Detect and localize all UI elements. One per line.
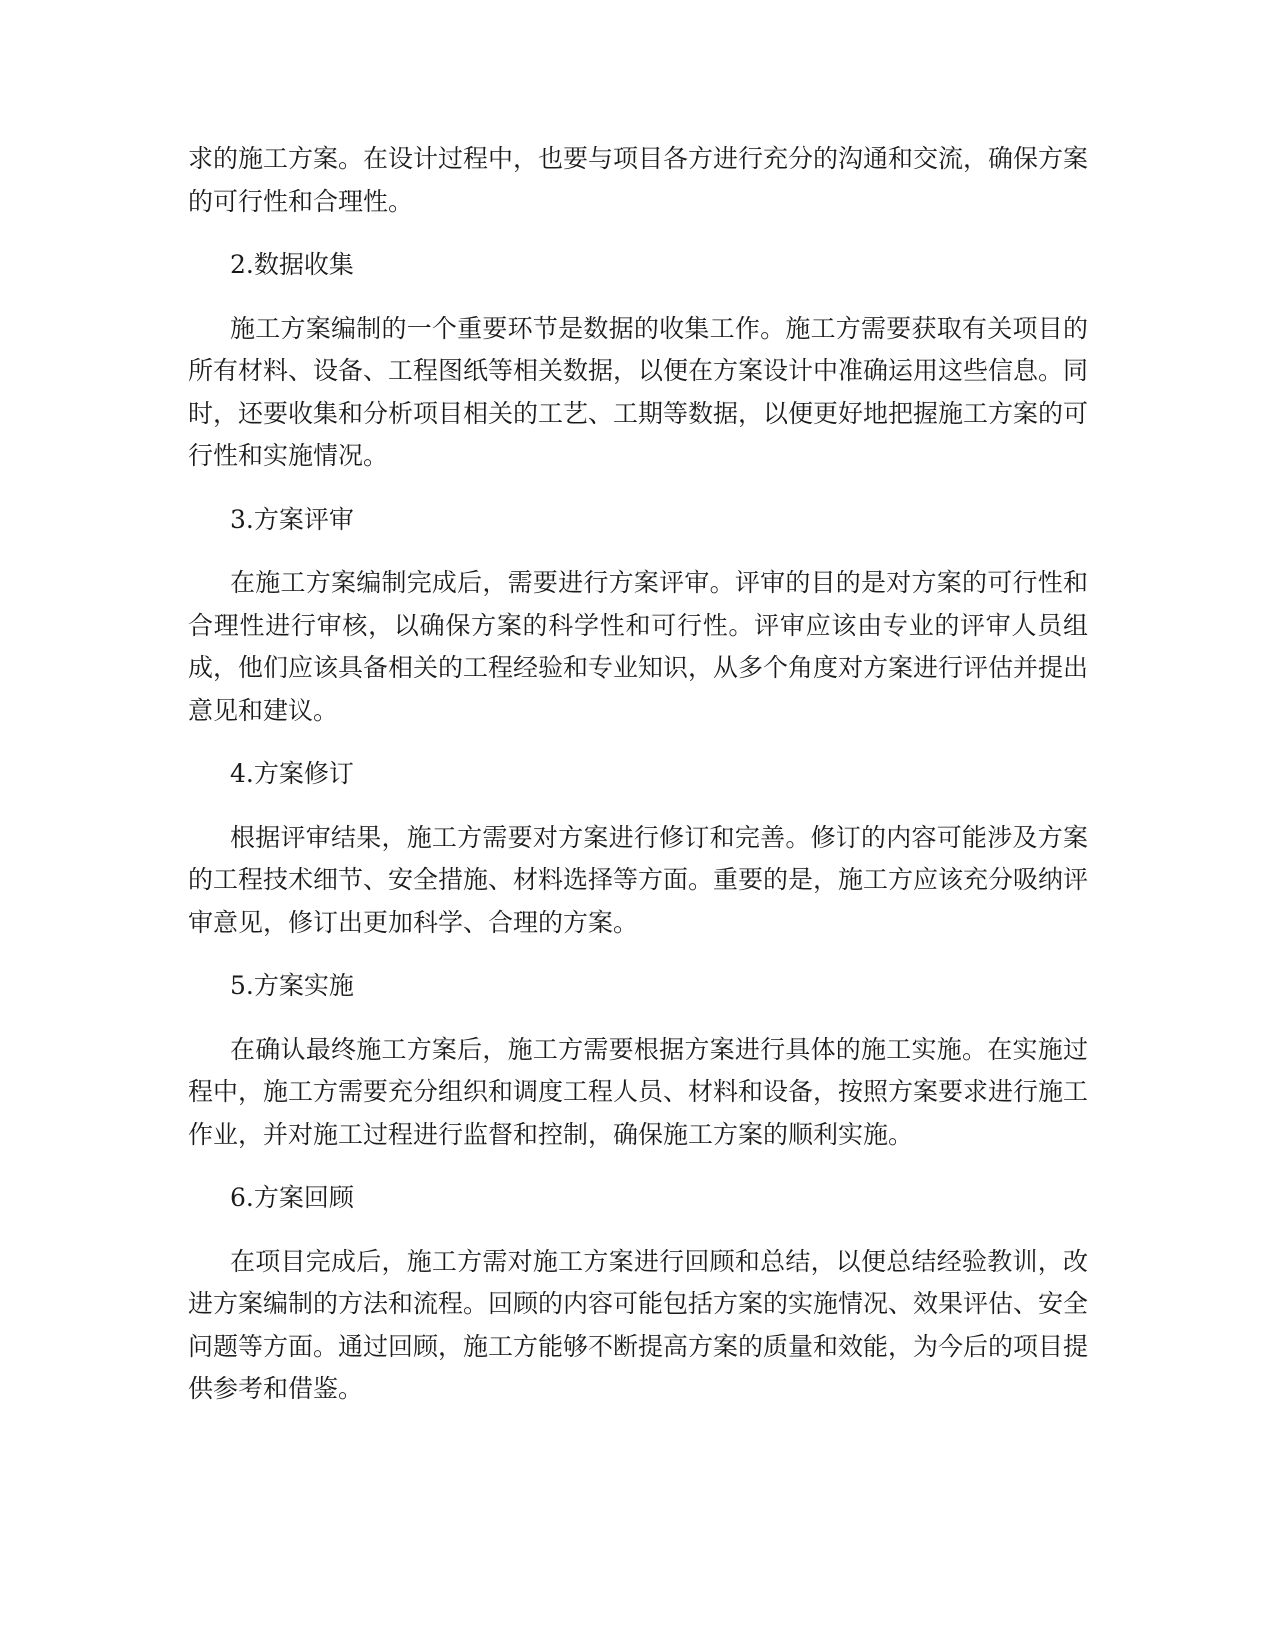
section-body-plan-review: 在施工方案编制完成后，需要进行方案评审。评审的目的是对方案的可行性和合理性进行审核，以确保方案的科学性和可行性。评审应该由专业的评审人员组成，他们应该具备相关的工程经验和专业知识，从多个角度对方案进行评估并提出意见和建议。 [188,568,1089,725]
section-heading-plan-review: 3.方案评审 [230,504,354,534]
section-body-plan-implementation: 在确认最终施工方案后，施工方需要根据方案进行具体的施工实施。在实施过程中，施工方需要充分组织和调度工程人员、材料和设备，按照方案要求进行施工作业，并对施工过程进行监督和控制，确保施工方案的顺利实施。 [188,1034,1089,1149]
section-heading-plan-revision: 4.方案修订 [230,759,354,788]
section-heading-plan-retrospective: 6.方案回顾 [230,1183,354,1212]
section-heading-data-collection: 2.数据收集 [230,250,354,279]
section-heading-plan-implementation: 5.方案实施 [230,971,354,1000]
section-body-data-collection: 施工方案编制的一个重要环节是数据的收集工作。施工方需要获取有关项目的所有材料、设备、工程图纸等相关数据，以便在方案设计中准确运用这些信息。同时，还要收集和分析项目相关的工艺、工期等数据，以便更好地把握施工方案的可行性和实施情况。 [188,313,1089,470]
section-body-plan-revision: 根据评审结果，施工方需要对方案进行修订和完善。修订的内容可能涉及方案的工程技术细节、安全措施、材料选择等方面。重要的是，施工方应该充分吸纳评审意见，修订出更加科学、合理的方案。 [188,822,1089,937]
intro-paragraph: 求的施工方案。在设计过程中，也要与项目各方进行充分的沟通和交流，确保方案的可行性和合理性。 [188,144,1089,216]
document-page [188,138,1088,1432]
section-body-plan-retrospective: 在项目完成后，施工方需对施工方案进行回顾和总结，以便总结经验教训，改进方案编制的方法和流程。回顾的内容可能包括方案的实施情况、效果评估、安全问题等方面。通过回顾，施工方能够不断提高方案的质量和效能，为今后的项目提供参考和借鉴。 [188,1246,1089,1403]
